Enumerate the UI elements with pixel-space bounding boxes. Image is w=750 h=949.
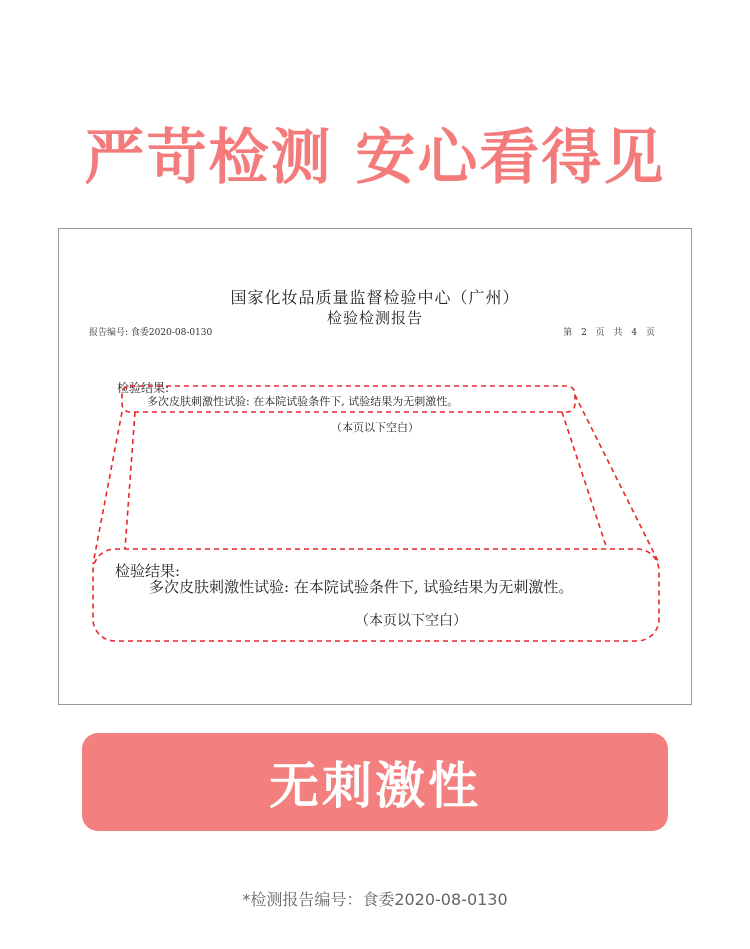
callout-line-right xyxy=(575,395,659,563)
report-number: 报告编号: 食委2020-08-0130 xyxy=(89,328,213,338)
zoom-blank-note: （本页以下空白） xyxy=(355,613,467,629)
small-highlight-box xyxy=(122,386,575,412)
result-banner xyxy=(82,733,668,831)
result-banner-text: 无刺激性 xyxy=(269,757,481,815)
report-page-info: 第 2 页 共 4 页 xyxy=(563,328,655,338)
report-org-title: 国家化妆品质量监督检验中心（广州） xyxy=(230,288,520,307)
report-blank-note: （本页以下空白） xyxy=(331,421,419,434)
headline: 严苛检测 安心看得见 xyxy=(84,123,666,193)
callout-line-inner-right xyxy=(562,412,607,549)
report-doc-title: 检验检测报告 xyxy=(326,309,423,327)
report-result-text: 多次皮肤刺激性试验: 在本院试验条件下, 试验结果为无刺激性。 xyxy=(147,395,459,408)
zoom-result-label: 检验结果: xyxy=(115,562,181,580)
callout-line-left xyxy=(93,412,122,564)
zoom-callout-outline xyxy=(59,229,691,704)
callout-line-inner-left xyxy=(125,412,135,549)
report-number-footnote: *检测报告编号：食委2020-08-0130 xyxy=(242,890,508,909)
report-result-label: 检验结果: xyxy=(117,381,170,395)
zoom-result-text: 多次皮肤刺激性试验: 在本院试验条件下, 试验结果为无刺激性。 xyxy=(149,578,574,596)
report-document xyxy=(58,228,692,705)
